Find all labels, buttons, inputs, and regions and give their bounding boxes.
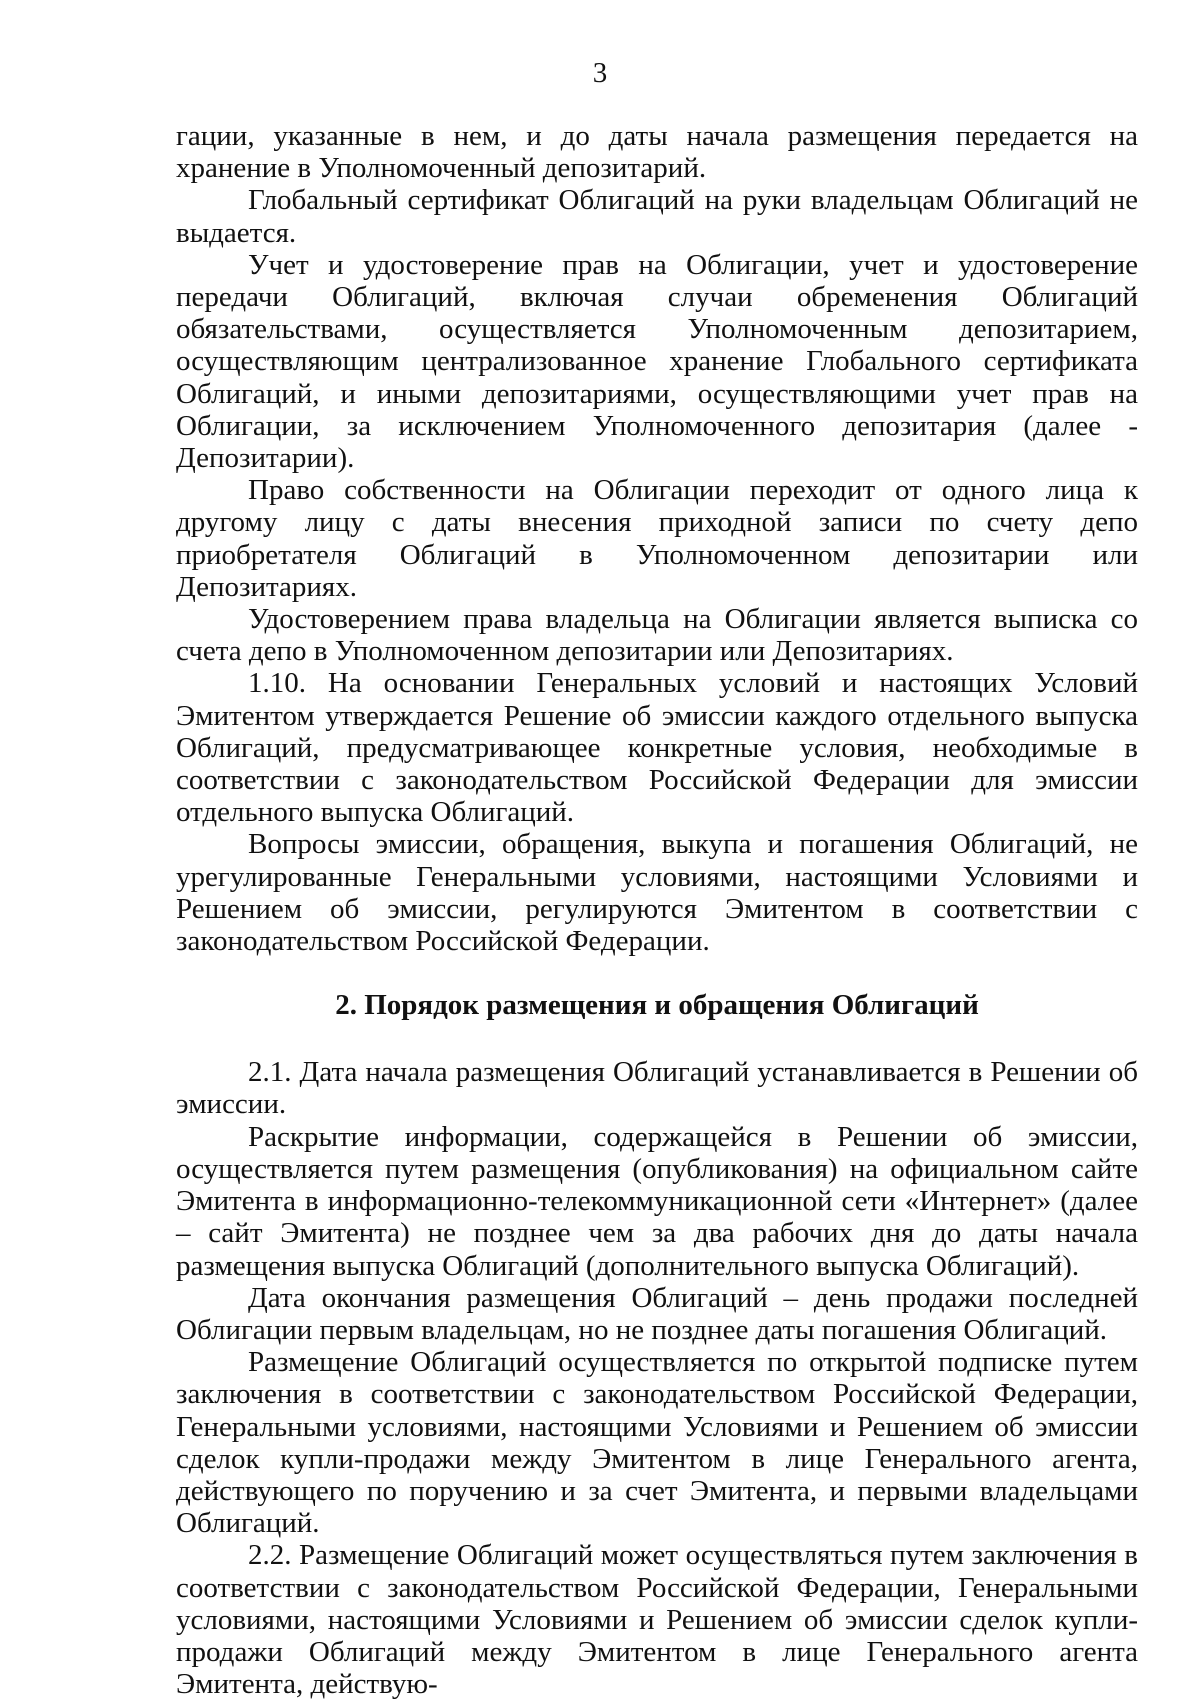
paragraph-ownership-proof: Удостоверением права владельца на Облигации является выписка со счета депо в Уполномоченном депозитарии или Депозитариях. xyxy=(176,603,1138,668)
paragraph-unregulated-issues: Вопросы эмиссии, обращения, выкупа и погашения Облигаций, не урегулированные Генеральными условиями, настоящими Условиями и Решением об эмиссии, регулируются Эмитентом в соответствии с законодательством Российской Федерации. xyxy=(176,828,1138,958)
paragraph-open-subscription: Размещение Облигаций осуществляется по открытой подписке путем заключения в соответствии с законодательством Российской Федерации, Генеральными условиями, настоящими Условиями и Решением об эмиссии сделок купли-продажи между Эмитентом в лице Генерального агента, действующего по поручению и за счет Эмитента, и первыми владельцами Облигаций. xyxy=(176,1346,1138,1540)
paragraph-global-certificate: Глобальный сертификат Облигаций на руки владельцам Облигаций не выдается. xyxy=(176,184,1138,249)
paragraph-end-date: Дата окончания размещения Облигаций – день продажи последней Облигации первым владельцам, но не позднее даты погашения Облигаций. xyxy=(176,1281,1138,1346)
page-number: 3 xyxy=(592,57,608,89)
paragraph-continuation: гации, указанные в нем, и до даты начала размещения передается на хранение в Уполномоченный депозитарий. xyxy=(176,120,1138,185)
document-body xyxy=(176,120,1138,1700)
paragraph-clause-2-1: 2.1. Дата начала размещения Облигаций устанавливается в Решении об эмиссии. xyxy=(176,1056,1138,1121)
paragraph-ownership-transfer: Право собственности на Облигации переходит от одного лица к другому лицу с даты внесения приходной записи по счету депо приобретателя Облигаций в Уполномоченном депозитарии или Депозитариях. xyxy=(176,474,1138,603)
paragraph-clause-1-10: 1.10. На основании Генеральных условий и настоящих Условий Эмитентом утверждается Решение об эмиссии каждого отдельного выпуска Облигаций, предусматривающее конкретные условия, необходимые в соответствии с законодательством Российской Федерации для эмиссии отдельного выпуска Облигаций. xyxy=(176,667,1138,829)
paragraph-rights-accounting: Учет и удостоверение прав на Облигации, учет и удостоверение передачи Облигаций, включая случаи обременения Облигаций обязательствами, осуществляется Уполномоченным депозитарием, осуществляющим централизованное хранение Глобального сертификата Облигаций, и иными депозитариями, осуществляющими учет прав на Облигации, за исключением Уполномоченного депозитария (далее - Депозитарии). xyxy=(176,248,1138,475)
section-2-heading: 2. Порядок размещения и обращения Облигаций xyxy=(335,989,979,1022)
paragraph-disclosure: Раскрытие информации, содержащейся в Решении об эмиссии, осуществляется путем размещения (опубликования) на официальном сайте Эмитента в информационно-телекоммуникационной сети «Интернет» (далее – сайт Эмитента) не позднее чем за два рабочих дня до даты начала размещения выпуска Облигаций (дополнительного выпуска Облигаций). xyxy=(176,1120,1138,1282)
paragraph-clause-2-2: 2.2. Размещение Облигаций может осуществляться путем заключения в соответствии с законодательством Российской Федерации, Генеральными условиями, настоящими Условиями и Решением об эмиссии сделок купли-продажи Облигаций между Эмитентом в лице Генерального агента Эмитента, действую- xyxy=(176,1539,1138,1700)
